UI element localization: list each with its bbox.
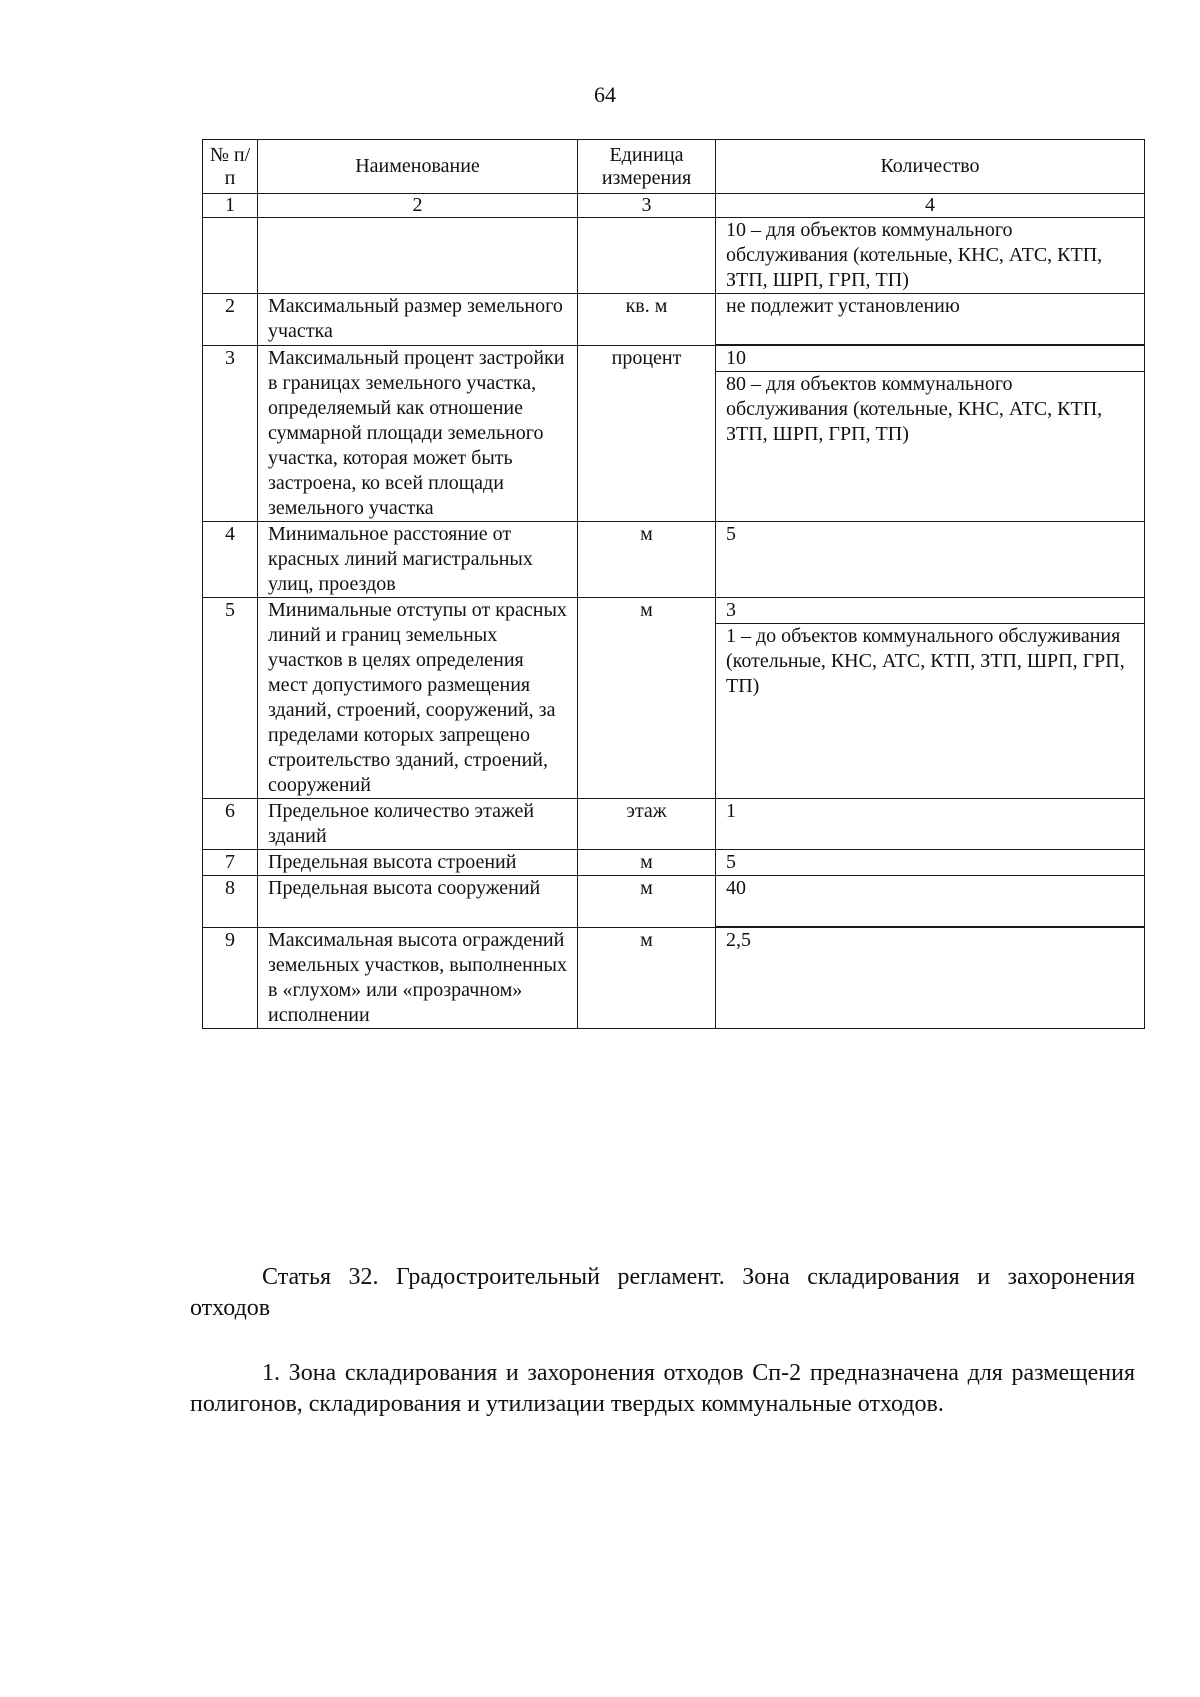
- quantity-value: 5: [726, 851, 736, 873]
- row-number: 8: [203, 876, 258, 928]
- row-quantity: [716, 522, 1145, 598]
- row-unit: м: [578, 928, 716, 1029]
- table-row: [203, 799, 1145, 850]
- row-number: 2: [203, 294, 258, 346]
- table-row: [203, 294, 1145, 346]
- row-quantity: [716, 876, 1145, 928]
- row-unit: [578, 218, 716, 294]
- quantity-value: 40: [726, 877, 746, 899]
- row-unit: этаж: [578, 799, 716, 850]
- row-unit: м: [578, 598, 716, 799]
- regulation-table: [202, 139, 1145, 1029]
- row-name: Предельное количество этажей зданий: [258, 799, 578, 850]
- row-number: [203, 218, 258, 294]
- quantity-value: 1: [726, 800, 736, 822]
- row-unit: процент: [578, 346, 716, 522]
- row-quantity: [716, 346, 1145, 522]
- column-number: 4: [716, 194, 1145, 218]
- header-name: Наименование: [258, 140, 578, 194]
- column-number: 1: [203, 194, 258, 218]
- column-number-row: [203, 194, 1145, 218]
- row-number: 3: [203, 346, 258, 522]
- article-section: [190, 1262, 1135, 1420]
- row-unit: м: [578, 522, 716, 598]
- quantity-value: 2,5: [726, 929, 751, 951]
- quantity-value: 10: [726, 347, 746, 369]
- page-number: 64: [594, 82, 616, 107]
- column-number: 3: [578, 194, 716, 218]
- table-row: [203, 850, 1145, 876]
- row-name: Максимальный размер земельного участка: [258, 294, 578, 346]
- row-quantity: [716, 294, 1145, 346]
- row-quantity: [716, 850, 1145, 876]
- header-unit: Единица измерения: [578, 140, 716, 194]
- row-name: Минимальные отступы от красных линий и границ земельных участков в целях определения мест допустимого размещения зданий, строений, сооружений, за пределами которых запрещено строительство зданий, строений, сооружений: [258, 598, 578, 799]
- row-name: Предельная высота строений: [258, 850, 578, 876]
- row-number: 9: [203, 928, 258, 1029]
- article-paragraph: 1. Зона складирования и захоронения отходов Сп-2 предназначена для размещения полигонов, складирования и утилизации твердых коммунальные отходов.: [190, 1360, 1135, 1417]
- row-name: [258, 218, 578, 294]
- table-row: [203, 218, 1145, 294]
- quantity-spacer: [716, 901, 1144, 927]
- row-unit: кв. м: [578, 294, 716, 346]
- row-quantity: [716, 928, 1145, 1029]
- table-header-row: [203, 140, 1145, 194]
- row-number: 4: [203, 522, 258, 598]
- article-title: Статья 32. Градостроительный регламент. Зона складирования и захоронения отходов: [190, 1264, 1135, 1321]
- row-quantity: [716, 218, 1145, 294]
- row-quantity: [716, 799, 1145, 850]
- row-number: 6: [203, 799, 258, 850]
- table-row: [203, 598, 1145, 799]
- quantity-value: 80 – для объектов коммунального обслуживания (котельные, КНС, АТС, КТП, ЗТП, ШРП, ГРП, ТП): [716, 371, 1144, 447]
- quantity-value: не подлежит установлению: [726, 295, 960, 317]
- table-row: [203, 346, 1145, 522]
- table-body: [203, 194, 1145, 1029]
- quantity-value: 3: [726, 599, 736, 621]
- quantity-spacer: [716, 319, 1144, 345]
- row-number: 7: [203, 850, 258, 876]
- row-name: Максимальный процент застройки в границах земельного участка, определяемый как отношение суммарной площади земельного участка, которая может быть застроена, ко всей площади земельного участка: [258, 346, 578, 522]
- column-number: 2: [258, 194, 578, 218]
- header-num: № п/п: [203, 140, 258, 194]
- table-row: [203, 876, 1145, 928]
- table-row: [203, 522, 1145, 598]
- row-unit: м: [578, 850, 716, 876]
- row-name: Предельная высота сооружений: [258, 876, 578, 928]
- row-unit: м: [578, 876, 716, 928]
- quantity-value: 10 – для объектов коммунального обслуживания (котельные, КНС, АТС, КТП, ЗТП, ШРП, ГРП, ТП): [726, 219, 1103, 291]
- row-number: 5: [203, 598, 258, 799]
- row-quantity: [716, 598, 1145, 799]
- row-name: Минимальное расстояние от красных линий магистральных улиц, проездов: [258, 522, 578, 598]
- header-qty: Количество: [716, 140, 1145, 194]
- row-name: Максимальная высота ограждений земельных участков, выполненных в «глухом» или «прозрачном» исполнении: [258, 928, 578, 1029]
- quantity-value: 1 – до объектов коммунального обслуживания (котельные, КНС, АТС, КТП, ЗТП, ШРП, ГРП, ТП): [716, 623, 1144, 699]
- quantity-value: 5: [726, 523, 736, 545]
- table-row: [203, 928, 1145, 1029]
